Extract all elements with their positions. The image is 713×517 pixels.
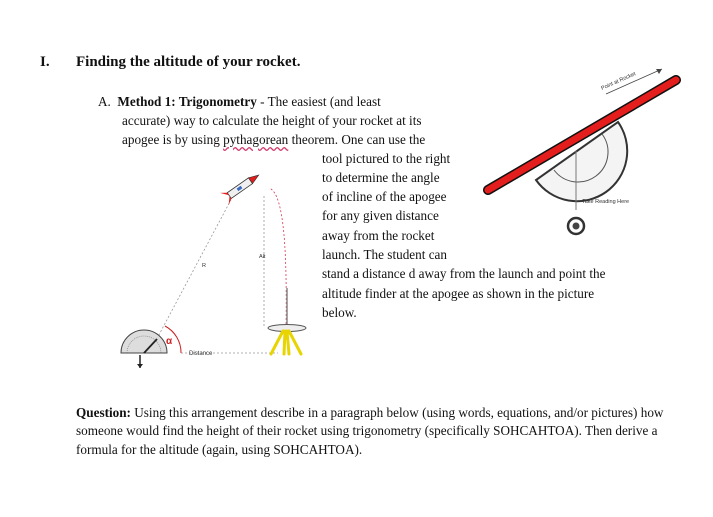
alpha-label: α xyxy=(166,336,173,347)
method-line-4: tool pictured to the right xyxy=(322,151,451,166)
method-line-7: for any given distance xyxy=(322,208,439,223)
method-line-12: below. xyxy=(322,305,357,320)
method-label: A. xyxy=(98,94,111,109)
method-text-1: The easiest (and least xyxy=(267,94,381,109)
take-reading-label: Take Reading Here xyxy=(582,199,630,205)
method-dash: - xyxy=(256,94,268,109)
question-label: Question: xyxy=(76,405,131,420)
altitude-finder-illustration xyxy=(478,62,688,242)
rocket-diagram xyxy=(113,168,323,368)
line-of-sight xyxy=(153,196,233,346)
method-line-11: altitude finder at the apogee as shown in the picture xyxy=(322,286,595,301)
question-text: Using this arrangement describe in a paragraph below (using words, equations, and/or pictures) how someone would find the height of their rocket using trigonometry (specifically SOHCAHTOA). Then derive a formula for the altitude (again, using SOHCAHTOA). xyxy=(76,405,664,457)
launch-pad xyxy=(268,288,306,354)
point-at-rocket-label: Point at Rocket xyxy=(600,71,637,92)
method-line-10: stand a distance d away from the launch and point the xyxy=(322,266,606,281)
method-line-1 xyxy=(98,92,381,111)
observer-protractor xyxy=(121,330,167,368)
hypotenuse-label: R xyxy=(202,263,206,269)
plumb-bob-center xyxy=(573,223,580,230)
method-line-6: of incline of the apogee xyxy=(322,189,447,204)
question-paragraph xyxy=(76,404,666,459)
method-line-9: launch. The student can xyxy=(322,247,447,262)
section-number: I. xyxy=(40,54,50,70)
pythagorean-word: pythagorean xyxy=(223,132,289,147)
altitude-label: Alt xyxy=(259,254,266,260)
method-text-3a: apogee is by using xyxy=(122,132,224,147)
rocket xyxy=(220,169,263,205)
method-line-8: away from the rocket xyxy=(322,228,435,243)
method-text-3b: theorem. One can use the xyxy=(288,132,426,147)
method-title: Method 1: Trigonometry xyxy=(117,94,257,109)
method-line-2: accurate) way to calculate the height of your rocket at its xyxy=(122,113,422,128)
method-line-3 xyxy=(122,130,425,149)
method-line-5: to determine the angle xyxy=(322,170,440,185)
section-title: Finding the altitude of your rocket. xyxy=(76,54,301,70)
flight-path xyxy=(269,188,286,328)
distance-label: Distance xyxy=(189,351,213,357)
